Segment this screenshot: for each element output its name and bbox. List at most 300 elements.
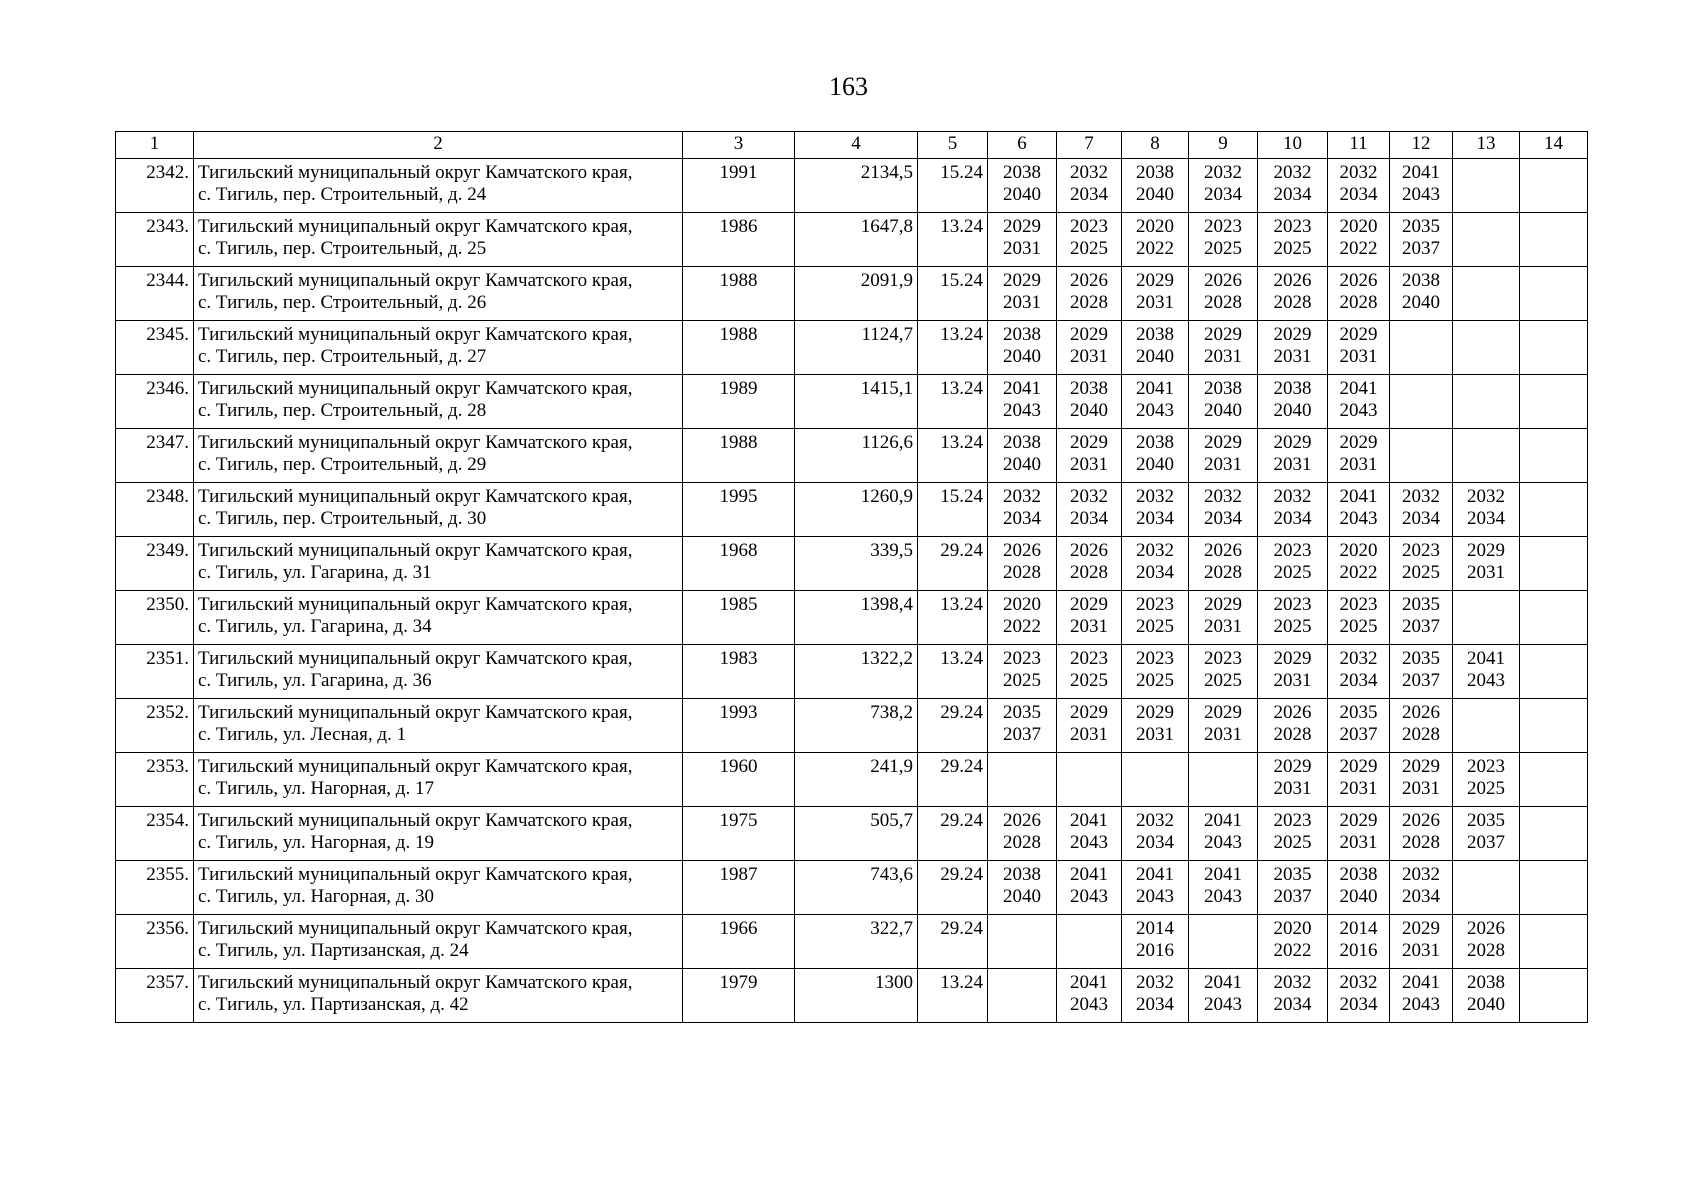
period-cell-col-10 [1258, 915, 1328, 969]
period-cell-col-11 [1328, 699, 1390, 753]
period-start-year: 2032 [1402, 864, 1440, 885]
period-start-year: 2029 [1136, 270, 1174, 291]
period-end-year: 2031 [1273, 454, 1312, 475]
period-end-year: 2040 [1467, 994, 1505, 1015]
period-end-year: 2031 [1204, 454, 1242, 475]
code: 29.24 [918, 861, 988, 915]
period-end-year: 2025 [1273, 832, 1312, 853]
address-line: с. Тигиль, пер. Строительный, д. 27 [198, 346, 487, 367]
period-cell-col-13 [1453, 483, 1520, 537]
period-cell-col-6 [988, 861, 1057, 915]
period-end-year: 2043 [1204, 994, 1242, 1015]
period-end-year: 2034 [1136, 508, 1174, 529]
period-end-year: 2040 [1273, 400, 1312, 421]
period-end-year: 2025 [1273, 562, 1312, 583]
column-header-2: 2 [194, 132, 683, 159]
period-start-year: 2026 [1070, 270, 1108, 291]
period-cell-col-12 [1390, 483, 1453, 537]
period-start-year: 2023 [1070, 648, 1108, 669]
period-end-year: 2043 [1339, 508, 1378, 529]
period-start-year: 2029 [1204, 702, 1242, 723]
column-header-14: 14 [1520, 132, 1588, 159]
period-cell-col-7 [1057, 321, 1122, 375]
row-number: 2347. [116, 429, 194, 483]
period-cell-col-13 [1453, 861, 1520, 915]
period-cell-col-8 [1122, 699, 1189, 753]
period-cell-col-6 [988, 591, 1057, 645]
period-start-year: 2032 [1003, 486, 1041, 507]
address-line: Тигильский муниципальный округ Камчатского края, [198, 162, 633, 183]
column-header-10: 10 [1258, 132, 1328, 159]
code: 13.24 [918, 213, 988, 267]
period-end-year: 2043 [1070, 886, 1108, 907]
period-cell-col-8 [1122, 753, 1189, 807]
table-row [116, 159, 1588, 213]
period-start-year: 2020 [1136, 216, 1174, 237]
period-end-year: 2028 [1273, 292, 1312, 313]
column-header-12: 12 [1390, 132, 1453, 159]
period-cell-col-7 [1057, 159, 1122, 213]
period-start-year: 2038 [1136, 162, 1174, 183]
period-start-year: 2032 [1204, 486, 1242, 507]
column-header-3: 3 [683, 132, 795, 159]
period-end-year: 2034 [1070, 508, 1108, 529]
table-row [116, 537, 1588, 591]
period-cell-col-12 [1390, 267, 1453, 321]
period-start-year: 2023 [1136, 648, 1174, 669]
build-year: 1995 [683, 483, 795, 537]
period-cell-col-12 [1390, 807, 1453, 861]
period-start-year: 2029 [1467, 540, 1505, 561]
build-year: 1966 [683, 915, 795, 969]
period-cell-col-6 [988, 213, 1057, 267]
period-start-year: 2041 [1003, 378, 1041, 399]
period-cell-col-14 [1520, 537, 1588, 591]
period-cell-col-8 [1122, 213, 1189, 267]
period-cell-col-14 [1520, 861, 1588, 915]
period-start-year: 2026 [1204, 270, 1242, 291]
build-year: 1985 [683, 591, 795, 645]
address-cell [194, 537, 683, 591]
period-start-year: 2035 [1402, 216, 1440, 237]
table-row [116, 915, 1588, 969]
column-header-4: 4 [795, 132, 918, 159]
code: 29.24 [918, 915, 988, 969]
period-start-year: 2038 [1402, 270, 1440, 291]
period-cell-col-10 [1258, 213, 1328, 267]
total-area: 241,9 [795, 753, 918, 807]
period-start-year: 2032 [1273, 972, 1312, 993]
code: 29.24 [918, 753, 988, 807]
period-end-year: 2031 [1339, 346, 1378, 367]
period-cell-col-9 [1189, 159, 1258, 213]
period-start-year: 2026 [1467, 918, 1505, 939]
period-end-year: 2043 [1136, 886, 1174, 907]
column-header-1: 1 [116, 132, 194, 159]
period-start-year: 2029 [1204, 594, 1242, 615]
period-cell-col-12 [1390, 591, 1453, 645]
period-cell-col-7 [1057, 699, 1122, 753]
period-end-year: 2031 [1339, 454, 1378, 475]
code: 13.24 [918, 591, 988, 645]
period-cell-col-13 [1453, 429, 1520, 483]
address-cell [194, 591, 683, 645]
row-number: 2344. [116, 267, 194, 321]
period-start-year: 2026 [1402, 810, 1440, 831]
period-cell-col-8 [1122, 969, 1189, 1023]
period-cell-col-11 [1328, 267, 1390, 321]
address-cell [194, 645, 683, 699]
period-cell-col-12 [1390, 699, 1453, 753]
address-line: Тигильский муниципальный округ Камчатского края, [198, 216, 633, 237]
period-cell-col-10 [1258, 861, 1328, 915]
period-start-year: 2038 [1003, 324, 1041, 345]
period-end-year: 2025 [1204, 670, 1242, 691]
period-cell-col-8 [1122, 807, 1189, 861]
period-end-year: 2031 [1339, 778, 1378, 799]
period-end-year: 2031 [1070, 616, 1108, 637]
period-cell-col-12 [1390, 537, 1453, 591]
table-row [116, 429, 1588, 483]
table-row [116, 645, 1588, 699]
period-end-year: 2043 [1402, 184, 1440, 205]
period-start-year: 2029 [1070, 594, 1108, 615]
period-start-year: 2038 [1136, 324, 1174, 345]
period-end-year: 2028 [1070, 292, 1108, 313]
period-cell-col-11 [1328, 969, 1390, 1023]
period-cell-col-13 [1453, 591, 1520, 645]
table-row [116, 483, 1588, 537]
period-end-year: 2031 [1070, 346, 1108, 367]
period-end-year: 2028 [1339, 292, 1378, 313]
period-start-year: 2029 [1070, 324, 1108, 345]
period-cell-col-6 [988, 537, 1057, 591]
period-start-year: 2023 [1136, 594, 1174, 615]
period-start-year: 2029 [1070, 702, 1108, 723]
build-year: 1988 [683, 321, 795, 375]
period-start-year: 2038 [1003, 864, 1041, 885]
period-cell-col-12 [1390, 429, 1453, 483]
address-line: с. Тигиль, ул. Гагарина, д. 34 [198, 616, 432, 637]
period-end-year: 2043 [1402, 994, 1440, 1015]
period-cell-col-13 [1453, 699, 1520, 753]
period-start-year: 2023 [1339, 594, 1378, 615]
column-header-13: 13 [1453, 132, 1520, 159]
address-line: с. Тигиль, ул. Гагарина, д. 31 [198, 562, 432, 583]
address-cell [194, 861, 683, 915]
period-cell-col-10 [1258, 159, 1328, 213]
period-start-year: 2032 [1402, 486, 1440, 507]
period-end-year: 2034 [1070, 184, 1108, 205]
period-cell-col-9 [1189, 861, 1258, 915]
period-start-year: 2032 [1136, 810, 1174, 831]
address-line: Тигильский муниципальный округ Камчатского края, [198, 378, 633, 399]
period-end-year: 2043 [1136, 400, 1174, 421]
period-start-year: 2038 [1467, 972, 1505, 993]
period-start-year: 2029 [1402, 918, 1440, 939]
period-start-year: 2041 [1136, 864, 1174, 885]
address-line: Тигильский муниципальный округ Камчатского края, [198, 756, 633, 777]
period-end-year: 2031 [1273, 346, 1312, 367]
period-start-year: 2020 [1003, 594, 1041, 615]
period-end-year: 2031 [1402, 940, 1440, 961]
address-cell [194, 753, 683, 807]
period-end-year: 2034 [1273, 994, 1312, 1015]
period-start-year: 2029 [1339, 432, 1378, 453]
header-row [116, 132, 1588, 159]
period-cell-col-12 [1390, 753, 1453, 807]
row-number: 2343. [116, 213, 194, 267]
period-end-year: 2022 [1136, 238, 1174, 259]
table-row [116, 861, 1588, 915]
period-start-year: 2035 [1402, 594, 1440, 615]
build-year: 1979 [683, 969, 795, 1023]
code: 15.24 [918, 159, 988, 213]
period-end-year: 2031 [1070, 454, 1108, 475]
period-cell-col-6 [988, 321, 1057, 375]
period-start-year: 2014 [1339, 918, 1378, 939]
period-start-year: 2029 [1070, 432, 1108, 453]
period-start-year: 2023 [1204, 648, 1242, 669]
period-start-year: 2026 [1070, 540, 1108, 561]
period-end-year: 2028 [1273, 724, 1312, 745]
address-line: с. Тигиль, пер. Строительный, д. 30 [198, 508, 487, 529]
period-end-year: 2028 [1402, 832, 1440, 853]
period-end-year: 2043 [1070, 994, 1108, 1015]
period-cell-col-14 [1520, 699, 1588, 753]
period-end-year: 2040 [1136, 454, 1174, 475]
build-year: 1988 [683, 267, 795, 321]
period-start-year: 2026 [1003, 540, 1041, 561]
table-row [116, 267, 1588, 321]
total-area: 1322,2 [795, 645, 918, 699]
code: 13.24 [918, 645, 988, 699]
period-cell-col-12 [1390, 969, 1453, 1023]
period-end-year: 2034 [1136, 562, 1174, 583]
period-cell-col-6 [988, 159, 1057, 213]
period-start-year: 2041 [1402, 972, 1440, 993]
period-cell-col-11 [1328, 753, 1390, 807]
period-start-year: 2035 [1273, 864, 1312, 885]
period-cell-col-11 [1328, 537, 1390, 591]
period-cell-col-13 [1453, 375, 1520, 429]
table-row [116, 969, 1588, 1023]
period-end-year: 2037 [1003, 724, 1041, 745]
period-cell-col-13 [1453, 915, 1520, 969]
address-cell [194, 915, 683, 969]
period-end-year: 2025 [1070, 670, 1108, 691]
address-line: Тигильский муниципальный округ Камчатского края, [198, 432, 633, 453]
period-start-year: 2029 [1402, 756, 1440, 777]
period-cell-col-12 [1390, 915, 1453, 969]
period-cell-col-10 [1258, 267, 1328, 321]
address-line: с. Тигиль, ул. Нагорная, д. 30 [198, 886, 434, 907]
code: 29.24 [918, 807, 988, 861]
period-cell-col-7 [1057, 591, 1122, 645]
address-cell [194, 429, 683, 483]
code: 13.24 [918, 429, 988, 483]
period-start-year: 2023 [1273, 540, 1312, 561]
address-line: с. Тигиль, ул. Партизанская, д. 42 [198, 994, 469, 1015]
total-area: 505,7 [795, 807, 918, 861]
period-cell-col-9 [1189, 915, 1258, 969]
address-line: с. Тигиль, ул. Нагорная, д. 17 [198, 778, 434, 799]
period-cell-col-11 [1328, 321, 1390, 375]
period-cell-col-11 [1328, 429, 1390, 483]
address-line: Тигильский муниципальный округ Камчатского края, [198, 864, 633, 885]
period-cell-col-14 [1520, 159, 1588, 213]
period-end-year: 2025 [1204, 238, 1242, 259]
address-line: Тигильский муниципальный округ Камчатского края, [198, 972, 633, 993]
period-start-year: 2041 [1467, 648, 1505, 669]
period-cell-col-6 [988, 699, 1057, 753]
period-cell-col-14 [1520, 645, 1588, 699]
period-start-year: 2023 [1204, 216, 1242, 237]
period-start-year: 2032 [1339, 972, 1378, 993]
build-year: 1960 [683, 753, 795, 807]
address-line: с. Тигиль, ул. Лесная, д. 1 [198, 724, 407, 745]
period-start-year: 2023 [1070, 216, 1108, 237]
period-cell-col-9 [1189, 753, 1258, 807]
period-start-year: 2026 [1273, 270, 1312, 291]
period-cell-col-6 [988, 969, 1057, 1023]
period-start-year: 2032 [1467, 486, 1505, 507]
period-end-year: 2037 [1402, 670, 1440, 691]
period-end-year: 2031 [1273, 670, 1312, 691]
code: 15.24 [918, 267, 988, 321]
period-cell-col-14 [1520, 807, 1588, 861]
period-cell-col-14 [1520, 213, 1588, 267]
address-cell [194, 969, 683, 1023]
address-line: Тигильский муниципальный округ Камчатского края, [198, 486, 633, 507]
period-start-year: 2026 [1003, 810, 1041, 831]
period-cell-col-10 [1258, 375, 1328, 429]
period-end-year: 2034 [1339, 994, 1378, 1015]
column-header-7: 7 [1057, 132, 1122, 159]
period-start-year: 2035 [1402, 648, 1440, 669]
address-line: Тигильский муниципальный округ Камчатского края, [198, 324, 633, 345]
period-cell-col-7 [1057, 213, 1122, 267]
total-area: 1647,8 [795, 213, 918, 267]
period-end-year: 2031 [1204, 346, 1242, 367]
address-cell [194, 483, 683, 537]
row-number: 2356. [116, 915, 194, 969]
period-end-year: 2043 [1467, 670, 1505, 691]
period-start-year: 2023 [1273, 216, 1312, 237]
period-start-year: 2026 [1339, 270, 1378, 291]
period-end-year: 2031 [1136, 292, 1174, 313]
build-year: 1993 [683, 699, 795, 753]
row-number: 2355. [116, 861, 194, 915]
period-start-year: 2026 [1204, 540, 1242, 561]
total-area: 1300 [795, 969, 918, 1023]
table-row [116, 375, 1588, 429]
period-end-year: 2034 [1204, 184, 1242, 205]
build-year: 1988 [683, 429, 795, 483]
period-end-year: 2034 [1339, 670, 1378, 691]
period-cell-col-10 [1258, 645, 1328, 699]
period-start-year: 2035 [1339, 702, 1378, 723]
period-cell-col-9 [1189, 429, 1258, 483]
period-cell-col-7 [1057, 861, 1122, 915]
period-cell-col-14 [1520, 267, 1588, 321]
period-start-year: 2026 [1273, 702, 1312, 723]
total-area: 743,6 [795, 861, 918, 915]
period-cell-col-12 [1390, 375, 1453, 429]
period-cell-col-6 [988, 645, 1057, 699]
period-end-year: 2016 [1339, 940, 1378, 961]
period-end-year: 2025 [1003, 670, 1041, 691]
address-cell [194, 159, 683, 213]
address-cell [194, 375, 683, 429]
period-start-year: 2041 [1339, 378, 1378, 399]
period-start-year: 2038 [1273, 378, 1312, 399]
period-end-year: 2028 [1070, 562, 1108, 583]
period-cell-col-7 [1057, 537, 1122, 591]
row-number: 2353. [116, 753, 194, 807]
address-line: с. Тигиль, ул. Гагарина, д. 36 [198, 670, 432, 691]
period-cell-col-12 [1390, 645, 1453, 699]
period-end-year: 2034 [1402, 886, 1440, 907]
total-area: 2091,9 [795, 267, 918, 321]
period-start-year: 2032 [1136, 540, 1174, 561]
period-cell-col-11 [1328, 645, 1390, 699]
period-end-year: 2037 [1339, 724, 1378, 745]
period-start-year: 2032 [1136, 486, 1174, 507]
address-line: с. Тигиль, пер. Строительный, д. 26 [198, 292, 487, 313]
period-cell-col-12 [1390, 321, 1453, 375]
row-number: 2345. [116, 321, 194, 375]
period-end-year: 2040 [1003, 886, 1041, 907]
period-start-year: 2014 [1136, 918, 1174, 939]
build-year: 1991 [683, 159, 795, 213]
period-start-year: 2032 [1339, 162, 1378, 183]
period-end-year: 2025 [1339, 616, 1378, 637]
period-cell-col-14 [1520, 375, 1588, 429]
period-end-year: 2043 [1003, 400, 1041, 421]
period-start-year: 2029 [1273, 648, 1312, 669]
period-cell-col-13 [1453, 321, 1520, 375]
address-line: Тигильский муниципальный округ Камчатского края, [198, 270, 633, 291]
period-cell-col-14 [1520, 483, 1588, 537]
period-start-year: 2029 [1273, 324, 1312, 345]
period-cell-col-8 [1122, 483, 1189, 537]
period-start-year: 2029 [1339, 756, 1378, 777]
total-area: 2134,5 [795, 159, 918, 213]
period-cell-col-7 [1057, 915, 1122, 969]
period-cell-col-14 [1520, 915, 1588, 969]
period-end-year: 2025 [1136, 670, 1174, 691]
period-end-year: 2040 [1003, 346, 1041, 367]
period-end-year: 2034 [1402, 508, 1440, 529]
period-end-year: 2043 [1204, 832, 1242, 853]
period-end-year: 2022 [1339, 562, 1378, 583]
total-area: 322,7 [795, 915, 918, 969]
period-cell-col-9 [1189, 267, 1258, 321]
row-number: 2342. [116, 159, 194, 213]
period-cell-col-11 [1328, 375, 1390, 429]
period-end-year: 2040 [1204, 400, 1242, 421]
period-cell-col-9 [1189, 213, 1258, 267]
period-start-year: 2041 [1339, 486, 1378, 507]
address-cell [194, 267, 683, 321]
period-start-year: 2032 [1273, 486, 1312, 507]
period-start-year: 2041 [1402, 162, 1440, 183]
period-cell-col-10 [1258, 321, 1328, 375]
period-end-year: 2025 [1467, 778, 1505, 799]
period-cell-col-8 [1122, 429, 1189, 483]
address-line: Тигильский муниципальный округ Камчатского края, [198, 702, 633, 723]
